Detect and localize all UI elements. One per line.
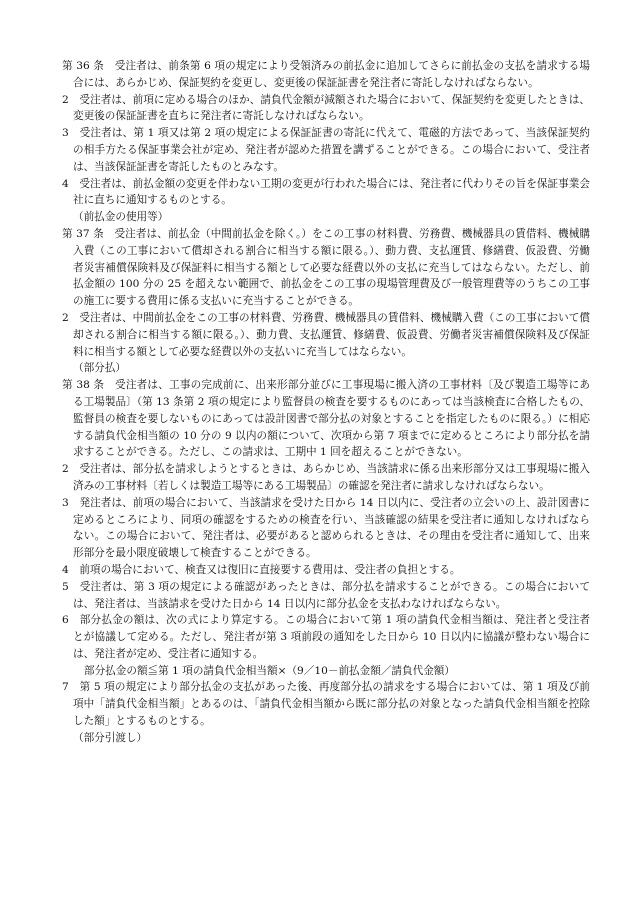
partial-payment-formula: 部分払金の額≦第 1 項の請負代金相当額×（9／10－前払金額／請負代金額） bbox=[84, 664, 455, 677]
article-36-paragraph-2: 2 受注者は、前項に定める場合のほか、請負代金額が減額された場合において、保証契約を変更したときは、変更後の保証証書を直ちに発注者に寄託しなければならない。 bbox=[62, 93, 590, 123]
article-36-paragraph-3: 3 受注者は、第 1 項又は第 2 項の規定による保証証書の寄託に代えて、電磁的方法であって、当該保証契約の相手方たる保証事業会社が定め、発注者が認めた措置を講ずることができる。この場合において、受注者は、当該保証証書を寄託したものとみなす。 bbox=[62, 127, 590, 173]
document-body bbox=[62, 58, 590, 747]
article-37-paragraph-2: 2 受注者は、中間前払金をこの工事の材料費、労務費、機械器具の賃借料、機械購入費（この工事において償却される割合に相当する額に限る。）、動力費、支払運賃、修繕費、仮設費、労働者災害補償保険料及び保証料に相当する額として必要な経費以外の支払いに充当してはならない。 bbox=[62, 311, 590, 358]
article-36-paragraph-4: 4 受注者は、前払金額の変更を伴わない工期の変更が行われた場合には、発注者に代わりその旨を保証事業会社に直ちに通知するものとする。 bbox=[62, 177, 590, 207]
article-38-caption: （部分払） bbox=[73, 362, 126, 375]
article-38-paragraph-3: 3 発注者は、前項の場合において、当該請求を受けた日から 14 日以内に、受注者の立会いの上、設計図書に定めるところにより、同項の確認をするための検査を行い、当該確認の結果を受注者に通知しなければならない。この場合において、発注者は、必要があると認められるときは、その理由を受注者に通知して、出来形部分を最小限度破壊して検査することができる。 bbox=[62, 496, 590, 560]
article-36: 第 36 条 受注者は、前条第 6 項の規定により受領済みの前払金に追加してさらに前払金の支払を請求する場合には、あらかじめ、保証契約を変更し、変更後の保証証書を発注者に寄託しなければならない。 bbox=[62, 60, 590, 89]
article-39-caption: （部分引渡し） bbox=[73, 731, 148, 744]
article-38-paragraph-5: 5 受注者は、第 3 項の規定による確認があったときは、部分払を請求することができる。この場合においては、発注者は、当該請求を受けた日から 14 日以内に部分払金を支払わなければならない。 bbox=[62, 580, 590, 610]
article-38-paragraph-7: 7 第 5 項の規定により部分払金の支払があった後、再度部分払の請求をする場合においては、第 1 項及び前項中「請負代金相当額」とあるのは、「請負代金相当額から既に部分払の対象となった請負代金相当額を控除した額」とするものとする。 bbox=[62, 681, 590, 728]
article-37: 第 37 条 受注者は、前払金（中間前払金を除く。）をこの工事の材料費、労務費、機械器具の賃借料、機械購入費（この工事において償却される割合に相当する額に限る。）、動力費、支払運賃、修繕費、仮設費、労働者災害補償保険料及び保証料に相当する額として必要な経費以外の支払に充当してはならない。ただし、前払金額の 100 分の 25 を超えない範囲で、前払金をこの工事の現場管理費及び一般管理費等のうちこの工事の施工に要する費用に係る支払いに充当することができる。 bbox=[62, 227, 590, 308]
article-38: 第 38 条 受注者は、工事の完成前に、出来形部分並びに工事現場に搬入済の工事材料〔及び製造工場等にある工場製品〕（第 13 条第 2 項の規定により監督員の検査を要するものにあっては当該検査に合格したもの、監督員の検査を要しないものにあっては設計図書で部分払の対象とすることを指定したものに限る。）に相応する請負代金相当額の 10 分の 9 以内の額について、次項から第 7 項までに定めるところにより部分払を請求することができる。ただし、この請求は、工期中 1 回を超えることができない。 bbox=[62, 379, 590, 459]
article-37-caption: （前払金の使用等） bbox=[73, 211, 169, 224]
article-38-paragraph-2: 2 受注者は、部分払を請求しようとするときは、あらかじめ、当該請求に係る出来形部分又は工事現場に搬入済みの工事材料〔若しくは製造工場等にある工場製品〕の確認を発注者に請求しなければならない。 bbox=[62, 463, 590, 492]
article-38-paragraph-4: 4 前項の場合において、検査又は復旧に直接要する費用は、受注者の負担とする。 bbox=[62, 563, 461, 576]
article-38-paragraph-6: 6 部分払金の額は、次の式により算定する。この場合において第 1 項の請負代金相当額は、発注者と受注者とが協議して定める。ただし、発注者が第 3 項前段の通知をした日から 10 日以内に協議が整わない場合には、発注者が定め、受注者に通知する。 bbox=[62, 614, 590, 660]
